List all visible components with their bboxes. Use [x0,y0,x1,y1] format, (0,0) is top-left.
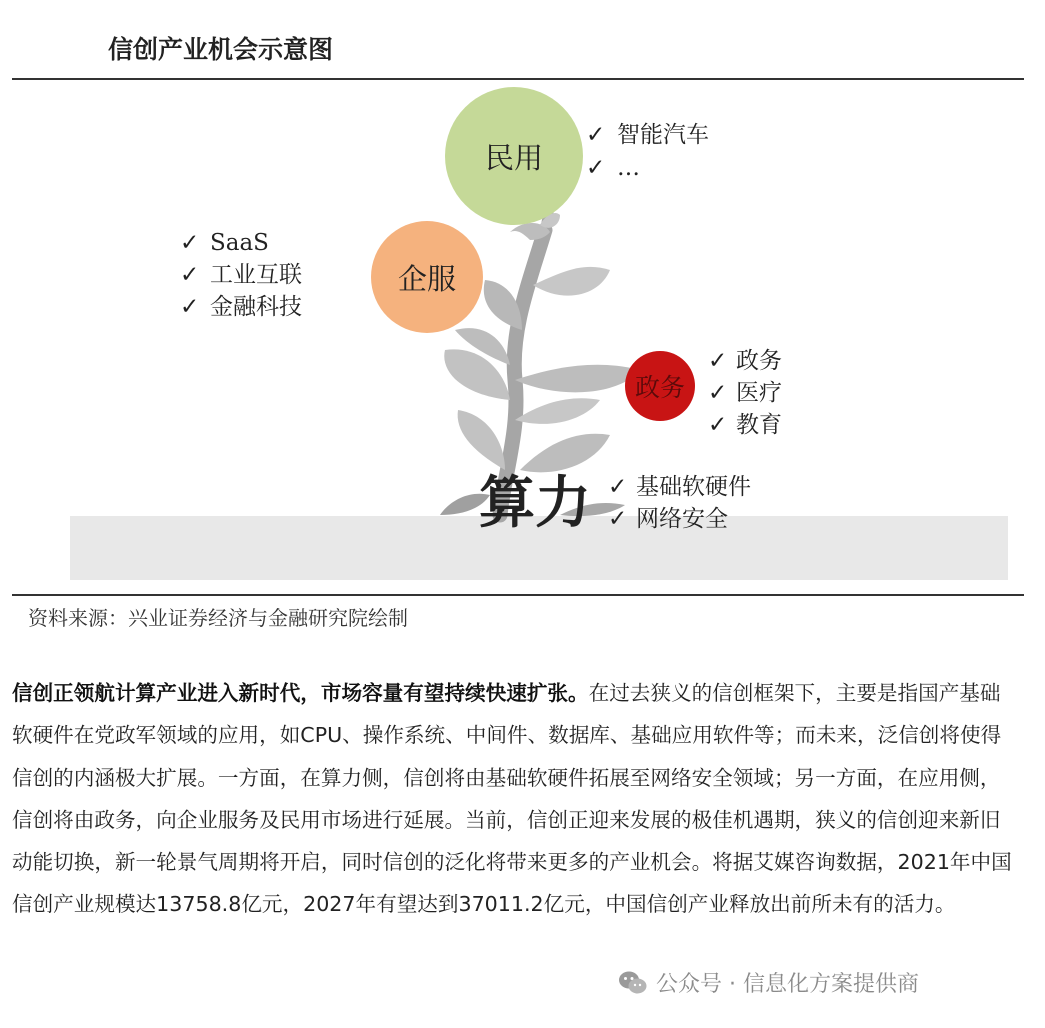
consumer-label: 民用 [484,141,544,175]
government-label: 政务 [634,373,686,402]
check-icon: ✓ [608,474,628,500]
check-icon: ✓ [586,122,606,148]
compute-label: 算力 [479,470,591,536]
enterprise-label: 企服 [397,262,457,296]
enterprise-item: SaaS [210,230,269,256]
leaf [515,365,640,393]
government-item: 教育 [736,412,782,438]
check-icon: ✓ [586,155,606,181]
compute-item: 网络安全 [636,506,728,532]
body-lead: 信创正领航计算产业进入新时代，市场容量有望持续快速扩张。 [12,681,589,705]
check-icon: ✓ [708,412,728,438]
enterprise-item: 工业互联 [210,262,302,288]
compute-item: 基础软硬件 [636,474,751,500]
wechat-icon [618,970,648,996]
leaf [458,410,505,470]
body-paragraph [12,672,1020,926]
consumer-item: 智能汽车 [617,122,709,148]
check-icon: ✓ [180,294,200,320]
top-rule [12,78,1024,80]
check-icon: ✓ [608,506,628,532]
government-item: 医疗 [736,380,782,406]
check-icon: ✓ [180,262,200,288]
bottom-rule [12,594,1024,596]
leaf [533,267,610,296]
watermark [612,967,925,998]
consumer-item: … [617,155,640,181]
figure-illustration [0,82,1045,594]
body-text: 在过去狭义的信创框架下，主要是指国产基础软硬件在党政军领域的应用，如CPU、操作系统、中间件、数据库、基础应用软件等；而未来，泛信创将使得信创的内涵极大扩展。一方面，在算力侧，信创将由基础软硬件拓展至网络安全领域；另一方面，在应用侧，信创将由政务，向企业服务及民用市场进行延展。当前，信创正迎来发展的极佳机遇期，狭义的信创迎来新旧动能切换，新一轮景气周期将开启，同时信创的泛化将带来更多的产业机会。将据艾媒咨询数据，2021年中国信创产业规模达13758.8亿元，2027年有望达到37011.2亿元，中国信创产业释放出前所未有的活力。 [12,681,1012,917]
check-icon: ✓ [180,230,200,256]
watermark-text: 公众号 · 信息化方案提供商 [656,972,919,997]
leaf [515,398,600,424]
check-icon: ✓ [708,380,728,406]
enterprise-item: 金融科技 [210,294,302,320]
figure-source: 资料来源：兴业证券经济与金融研究院绘制 [28,606,408,630]
figure-title: 信创产业机会示意图 [108,35,334,64]
government-item: 政务 [736,348,782,374]
check-icon: ✓ [708,348,728,374]
leaf [520,434,610,473]
leaf [484,280,522,330]
